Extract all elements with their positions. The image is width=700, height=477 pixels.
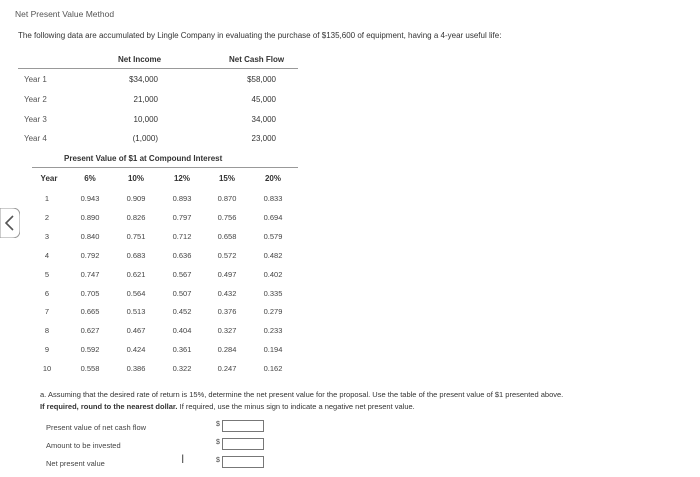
pv-col-header: Year xyxy=(40,174,58,183)
pv-factor-cell: 0.705 xyxy=(80,288,100,298)
pv-factor-cell: 0.194 xyxy=(263,345,283,355)
pv-factor-cell: 0.694 xyxy=(263,212,283,222)
pv-factor-cell: 0.747 xyxy=(80,269,100,279)
pv-factor-cell: 0.826 xyxy=(126,212,146,222)
pv-factor-cell: 0.507 xyxy=(172,288,192,298)
pv-factor-cell: 0.513 xyxy=(126,307,146,317)
pv-row-year: 10 xyxy=(42,364,52,374)
pv-factor-cell: 0.497 xyxy=(217,269,237,279)
cash-row-income: 21,000 xyxy=(133,95,158,104)
pv-factor-cell: 0.683 xyxy=(126,250,146,260)
pv-factor-cell: 0.751 xyxy=(126,231,146,241)
pv-factor-cell: 0.482 xyxy=(263,250,283,260)
cash-row-income: $34,000 xyxy=(129,75,158,84)
pv-col-header: 10% xyxy=(127,174,144,183)
pv-factor-cell: 0.792 xyxy=(80,250,100,260)
pv-row-year: 6 xyxy=(44,288,50,298)
answer-label-pv-cash-flow: Present value of net cash flow xyxy=(46,423,147,432)
pv-col-header: 20% xyxy=(264,174,281,183)
pv-factor-cell: 0.386 xyxy=(126,364,146,374)
cash-row-flow: 34,000 xyxy=(251,115,276,124)
answer-label-npv: Net present value xyxy=(46,459,105,468)
cash-table-rule xyxy=(18,68,298,69)
pv-factor-cell: 0.658 xyxy=(217,231,237,241)
cash-row-year: Year 3 xyxy=(24,115,47,124)
pv-factor-cell: 0.756 xyxy=(217,212,237,222)
pv-row-year: 4 xyxy=(44,250,50,260)
pv-factor-cell: 0.572 xyxy=(217,250,237,260)
pv-factor-cell: 0.592 xyxy=(80,345,100,355)
pv-row-year: 7 xyxy=(44,307,50,317)
pv-factor-cell: 0.327 xyxy=(217,326,237,336)
question-sign-note: If required, use the minus sign to indicate a negative net present value. xyxy=(179,402,415,411)
pv-cash-flow-input[interactable] xyxy=(222,420,264,432)
cash-row-flow: 45,000 xyxy=(251,95,276,104)
pv-factor-cell: 0.452 xyxy=(172,307,192,317)
col-header-net-income: Net Income xyxy=(118,55,162,64)
pv-row-year: 2 xyxy=(44,212,50,222)
pv-factor-cell: 0.833 xyxy=(263,194,283,203)
pv-row-year: 8 xyxy=(44,326,50,336)
pv-col-header: 12% xyxy=(173,174,190,183)
pv-factor-cell: 0.797 xyxy=(172,212,192,222)
currency-symbol: $ xyxy=(216,421,220,428)
pv-factor-cell: 0.665 xyxy=(80,307,100,317)
pv-row-year: 1 xyxy=(44,194,50,203)
amount-invested-input[interactable] xyxy=(222,438,264,450)
pv-col-header: 6% xyxy=(84,174,96,183)
cash-row-income: (1,000) xyxy=(132,134,158,143)
pv-factor-cell: 0.567 xyxy=(172,269,192,279)
pv-factor-cell: 0.943 xyxy=(80,194,100,203)
section-title: Net Present Value Method xyxy=(15,9,115,19)
cash-row-flow: 23,000 xyxy=(251,134,276,143)
pv-factor-cell: 0.579 xyxy=(263,231,283,241)
pv-factor-cell: 0.247 xyxy=(217,364,237,374)
pv-factor-cell: 0.636 xyxy=(172,250,192,260)
pv-factor-cell: 0.424 xyxy=(126,345,146,355)
pv-factor-cell: 0.712 xyxy=(172,231,192,241)
pv-factor-cell: 0.376 xyxy=(217,307,237,317)
pv-factor-cell: 0.432 xyxy=(217,288,237,298)
pv-row-year: 5 xyxy=(44,269,50,279)
text-cursor-icon: I xyxy=(181,452,185,466)
question-rounding-note: If required, round to the nearest dollar. xyxy=(40,402,178,411)
cash-row-income: 10,000 xyxy=(133,115,158,124)
pv-factor-cell: 0.840 xyxy=(80,231,100,241)
pv-factor-cell: 0.467 xyxy=(126,326,146,336)
npv-input[interactable] xyxy=(222,456,264,468)
pv-table-rule xyxy=(32,167,298,168)
problem-intro: The following data are accumulated by Lingle Company in evaluating the purchase of $135,600 of equipment, having a 4-year useful life: xyxy=(18,31,502,40)
pv-factor-cell: 0.870 xyxy=(217,194,237,203)
pv-factor-cell: 0.564 xyxy=(126,288,146,298)
pv-factor-cell: 0.893 xyxy=(172,194,192,203)
chevron-left-icon[interactable] xyxy=(0,208,20,238)
pv-factor-cell: 0.909 xyxy=(126,194,146,203)
question-text xyxy=(40,389,563,413)
pv-factor-cell: 0.361 xyxy=(172,345,192,355)
pv-factor-cell: 0.162 xyxy=(263,364,283,374)
pv-factor-cell: 0.402 xyxy=(263,269,283,279)
cash-row-year: Year 4 xyxy=(24,134,47,143)
pv-factor-cell: 0.233 xyxy=(263,326,283,336)
pv-factor-cell: 0.335 xyxy=(263,288,283,298)
pv-table-title: Present Value of $1 at Compound Interest xyxy=(64,154,223,163)
question-body: Assuming that the desired rate of return is 15%, determine the net present value for the proposal. Use the table of the present value of $1 presented above. xyxy=(47,390,564,399)
question-prefix: a. xyxy=(40,390,47,399)
pv-factor-cell: 0.279 xyxy=(263,307,283,317)
currency-symbol: $ xyxy=(216,439,220,446)
cash-row-flow: $58,000 xyxy=(247,75,276,84)
pv-factor-cell: 0.621 xyxy=(126,269,146,279)
cash-row-year: Year 1 xyxy=(24,75,47,84)
currency-symbol: $ xyxy=(216,457,220,464)
pv-factor-cell: 0.627 xyxy=(80,326,100,336)
pv-factor-cell: 0.890 xyxy=(80,212,100,222)
pv-factor-cell: 0.404 xyxy=(172,326,192,336)
pv-factor-cell: 0.558 xyxy=(80,364,100,374)
pv-factor-cell: 0.322 xyxy=(172,364,192,374)
cash-row-year: Year 2 xyxy=(24,95,47,104)
col-header-net-cash-flow: Net Cash Flow xyxy=(229,55,285,64)
pv-row-year: 9 xyxy=(44,345,50,355)
pv-col-header: 15% xyxy=(218,174,235,183)
pv-factor-cell: 0.284 xyxy=(217,345,237,355)
answer-label-amount-invested: Amount to be invested xyxy=(46,441,121,450)
pv-row-year: 3 xyxy=(44,231,50,241)
